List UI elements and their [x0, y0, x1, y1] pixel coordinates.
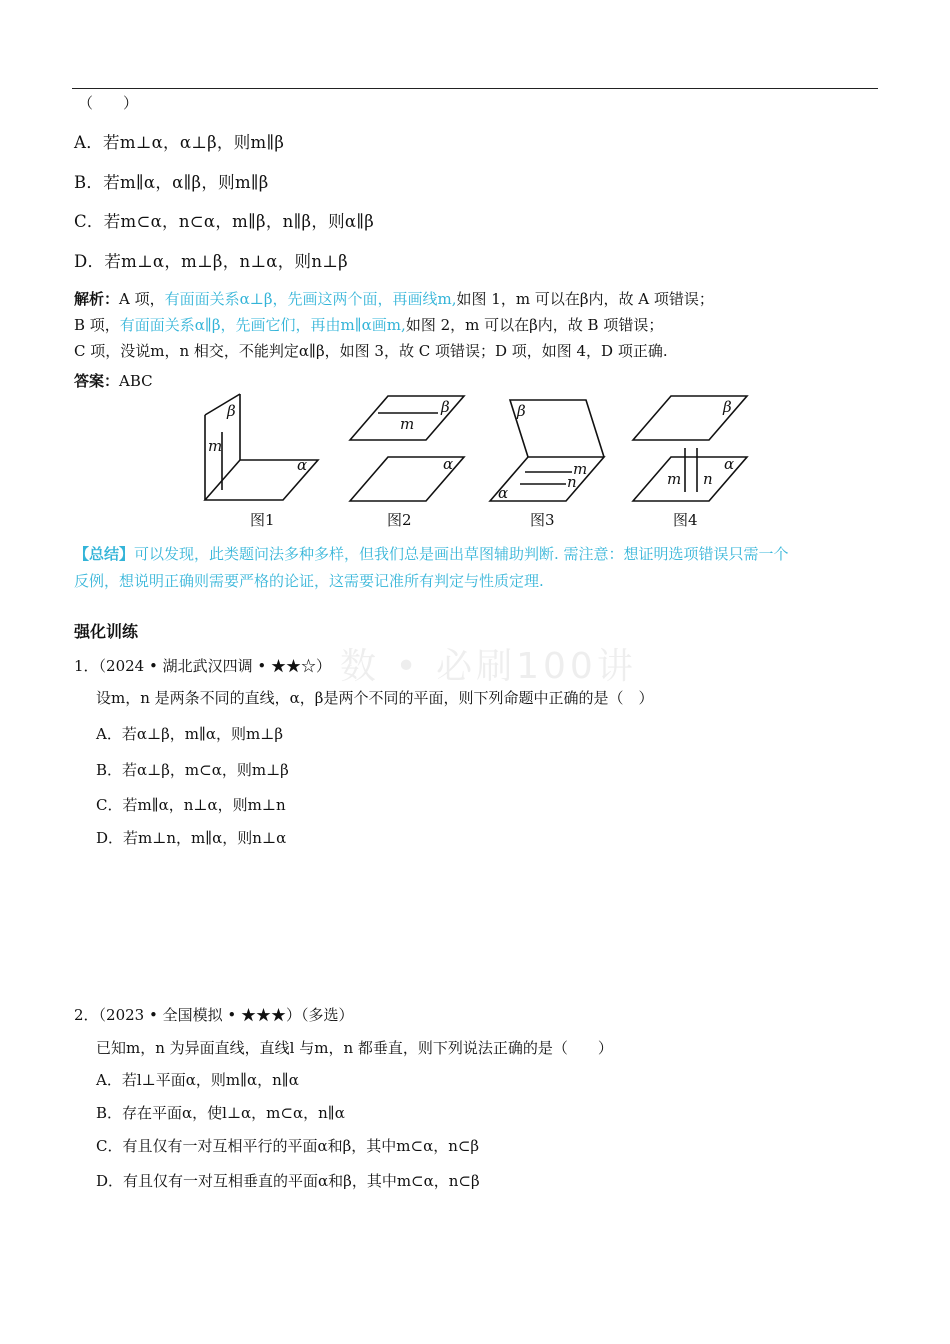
q1-stem: 设m，n 是两条不同的直线，α，β是两个不同的平面，则下列命题中正确的是（ ）: [96, 689, 654, 707]
watermark: 数 • 必刷100讲: [340, 646, 637, 687]
fig1-alpha-label: α: [297, 456, 308, 474]
fig3-alpha-label: α: [498, 484, 509, 502]
answer-line: [74, 370, 153, 391]
section-title: 强化训练: [74, 622, 139, 641]
top-rule: [72, 88, 878, 89]
example-option-d: D．若m⊥α，m⊥β，n⊥α，则n⊥β: [74, 252, 348, 271]
figure-caption-3: 图3: [530, 511, 555, 529]
fig1-m-label: m: [208, 437, 223, 455]
fig3-beta-label: β: [517, 402, 526, 420]
fig2-alpha-label: α: [443, 455, 454, 473]
example-option-a: A．若m⊥α，α⊥β，则m∥β: [74, 133, 285, 152]
answer-value: ABC: [119, 372, 153, 390]
analysis-label: 解析：: [74, 290, 120, 308]
analysis-hint-1: 有面面关系α⊥β，先画这两个面，再画线m,: [164, 290, 457, 308]
q1-option-a: A．若α⊥β，m∥α，则m⊥β: [96, 725, 284, 743]
fig1-beta-label: β: [227, 402, 236, 420]
figures-strip: [0, 390, 950, 535]
example-option-b: B．若m∥α，α∥β，则m∥β: [74, 173, 269, 192]
q1-option-d: D．若m⊥n，m∥α，则n⊥α: [96, 829, 287, 847]
analysis-line-2: B 项，有面面关系α∥β，先画它们，再由m∥α画m,如图 2，m 可以在β内，故 B 项错误；: [74, 316, 664, 334]
summary-line-1: 【总结】可以发现，此类题问法多种多样，但我们总是画出草图辅助判断. 需注意：想证明选项错误只需一个: [74, 545, 789, 563]
q2-option-b: B．存在平面α，使l⊥α，m⊂α，n∥α: [96, 1104, 345, 1122]
summary-tag: 【总结】: [74, 545, 135, 563]
figure-caption-4: 图4: [673, 511, 698, 529]
answer-paren: （ ）: [78, 94, 139, 112]
figure-caption-1: 图1: [250, 511, 275, 529]
analysis-line-1: 解析：A 项，有面面关系α⊥β，先画这两个面，再画线m,如图 1，m 可以在β内，故 A 项错误；: [74, 290, 714, 308]
fig4-beta-label: β: [723, 398, 732, 416]
fig4-alpha-label: α: [724, 455, 735, 473]
fig2-m-label: m: [400, 415, 415, 433]
q2-stem: 已知m，n 为异面直线，直线l 与m，n 都垂直，则下列说法正确的是（ ）: [96, 1039, 613, 1057]
q2-header: 2．（2023 • 全国模拟 • ★★★）（多选）: [74, 1006, 354, 1024]
fig3-m-label: m: [573, 460, 588, 478]
example-option-c: C．若m⊂α，n⊂α，m∥β，n∥β，则α∥β: [74, 212, 375, 231]
fig3-n-label: n: [567, 473, 577, 491]
q1-option-b: B．若α⊥β，m⊂α，则m⊥β: [96, 761, 289, 779]
figure-caption-2: 图2: [387, 511, 412, 529]
fig2-beta-label: β: [441, 398, 450, 416]
fig4-n-label: n: [703, 470, 713, 488]
q2-option-a: A．若l⊥平面α，则m∥α，n∥α: [96, 1071, 299, 1089]
analysis-line-3: C 项，没说m，n 相交，不能判定α∥β，如图 3，故 C 项错误；D 项，如图 4，D 项正确.: [74, 342, 668, 360]
analysis-hint-2: 有面面关系α∥β，先画它们，再由m∥α画m,: [119, 316, 406, 334]
q2-option-d: D．有且仅有一对互相垂直的平面α和β，其中m⊂α，n⊂β: [96, 1172, 480, 1190]
q2-option-c: C．有且仅有一对互相平行的平面α和β，其中m⊂α，n⊂β: [96, 1137, 480, 1155]
q1-option-c: C．若m∥α，n⊥α，则m⊥n: [96, 796, 286, 814]
q1-header: 1．（2024 • 湖北武汉四调 • ★★☆）: [74, 657, 331, 675]
fig4-m-label: m: [667, 470, 682, 488]
answer-label: 答案：: [74, 372, 120, 390]
summary-line-2: 反例，想说明正确则需要严格的论证，这需要记准所有判定与性质定理.: [74, 572, 544, 590]
